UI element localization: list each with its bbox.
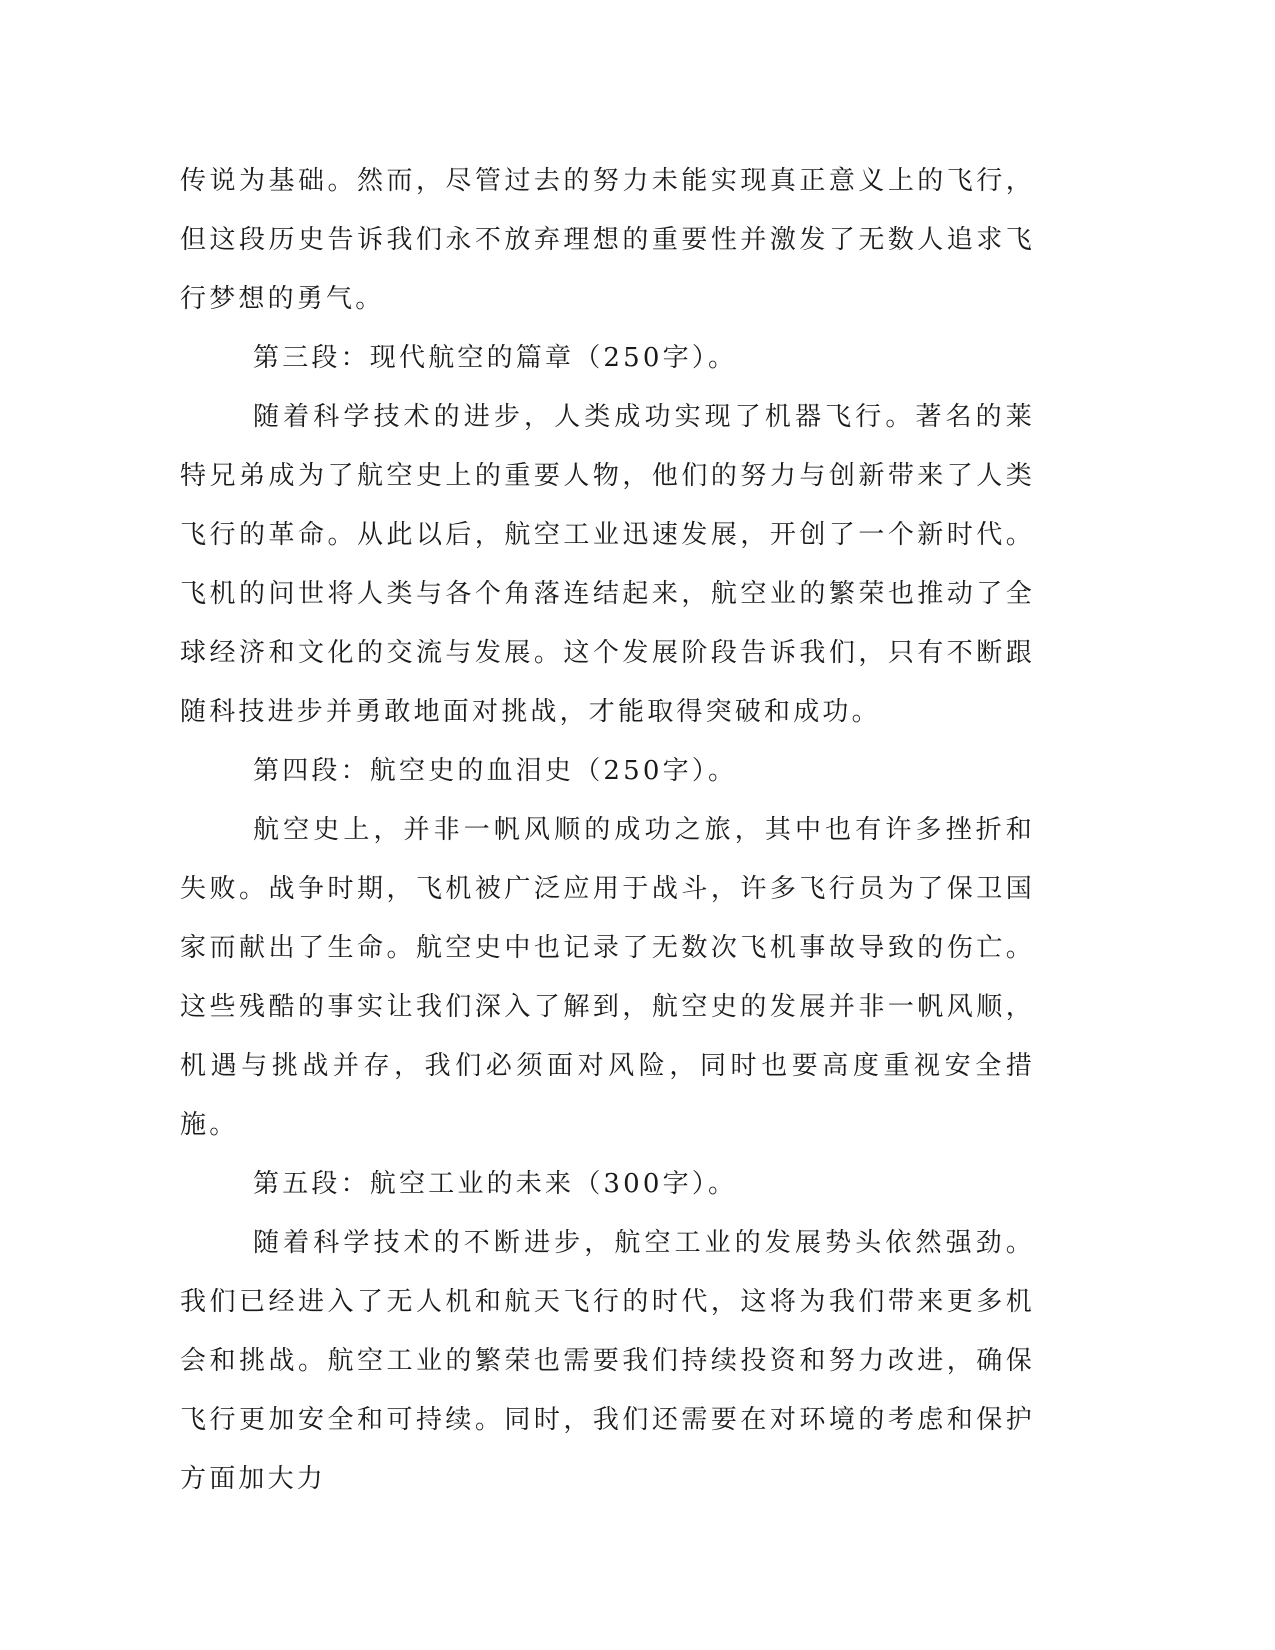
paragraph-continuation: 传说为基础。然而，尽管过去的努力未能实现真正意义上的飞行，但这段历史告诉我们永不放弃理想的重要性并激发了无数人追求飞行梦想的勇气。 <box>180 166 1035 314</box>
document-page <box>180 152 1035 1509</box>
paragraph-section-5: 随着科学技术的不断进步，航空工业的发展势头依然强劲。我们已经进入了无人机和航天飞行的时代，这将为我们带来更多机会和挑战。航空工业的繁荣也需要我们持续投资和努力改进，确保飞行更加安全和可持续。同时，我们还需要在对环境的考虑和保护方面加大力 <box>180 1228 1035 1494</box>
section-heading-3: 第三段：现代航空的篇章（250字）。 <box>253 343 738 373</box>
section-heading-4: 第四段：航空史的血泪史（250字）。 <box>253 756 738 786</box>
paragraph-section-3: 随着科学技术的进步，人类成功实现了机器飞行。著名的莱特兄弟成为了航空史上的重要人物，他们的努力与创新带来了人类飞行的革命。从此以后，航空工业迅速发展，开创了一个新时代。飞机的问世将人类与各个角落连结起来，航空业的繁荣也推动了全球经济和文化的交流与发展。这个发展阶段告诉我们，只有不断跟随科技进步并勇敢地面对挑战，才能取得突破和成功。 <box>180 402 1035 727</box>
paragraph-section-4: 航空史上，并非一帆风顺的成功之旅，其中也有许多挫折和失败。战争时期，飞机被广泛应用于战斗，许多飞行员为了保卫国家而献出了生命。航空史中也记录了无数次飞机事故导致的伤亡。这些残酷的事实让我们深入了解到，航空史的发展并非一帆风顺，机遇与挑战并存，我们必须面对风险，同时也要高度重视安全措施。 <box>180 815 1035 1140</box>
section-heading-5: 第五段：航空工业的未来（300字）。 <box>253 1169 738 1199</box>
